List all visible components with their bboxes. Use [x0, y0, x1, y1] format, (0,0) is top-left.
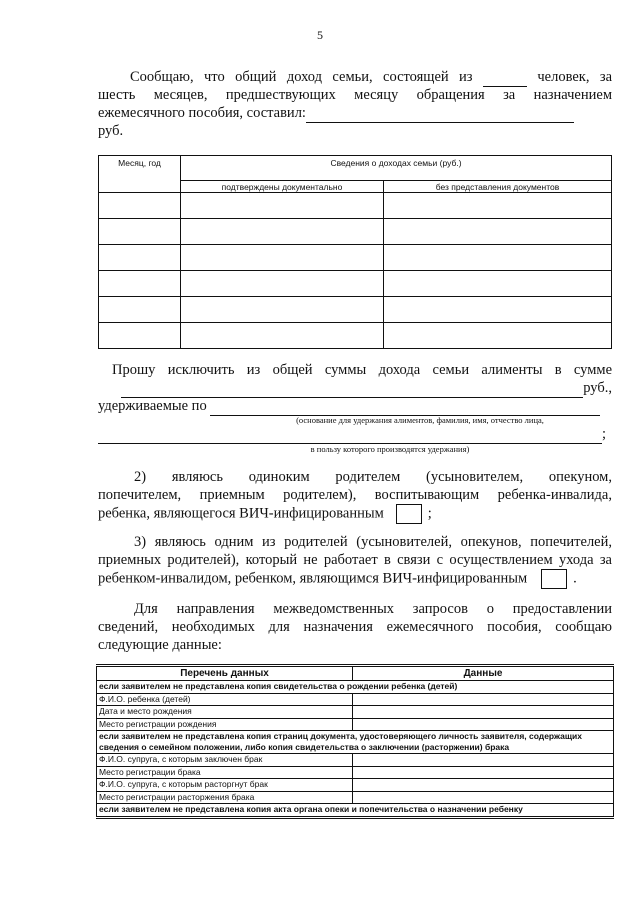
- income-cell[interactable]: [181, 245, 384, 271]
- page-number: 5: [317, 28, 323, 42]
- request-line-1: Для направления межведомственных запросов о предоставлении: [134, 601, 612, 617]
- row-label: Дата и место рождения: [97, 706, 353, 719]
- data-cell[interactable]: [353, 718, 614, 731]
- col-month-year: Месяц, год: [99, 156, 181, 193]
- col-income-info: Сведения о доходах семьи (руб.): [181, 156, 612, 181]
- income-line-4: руб.: [98, 123, 124, 139]
- alimony-basis-field[interactable]: [210, 397, 600, 416]
- item2-line-2: попечителем, приемным родителем), воспитывающим ребенка-инвалида,: [98, 487, 612, 503]
- item3-line-2: приемных родителей), который не работает в связи с осуществлением ухода за: [98, 552, 612, 568]
- income-cell[interactable]: [384, 219, 612, 245]
- income-cell[interactable]: [384, 193, 612, 219]
- income-cell[interactable]: [384, 271, 612, 297]
- request-line-2: сведений, необходимых для назначения ежемесячного пособия, сообщаю: [98, 619, 612, 635]
- income-cell[interactable]: [99, 219, 181, 245]
- item2-line-1: 2) являюсь одиноким родителем (усыновителем, опекуном,: [134, 469, 612, 485]
- income-cell[interactable]: [181, 271, 384, 297]
- section-marital-status: если заявителем не представлена копия страниц документа, удостоверяющего личность заявителя, содержащих сведения о семейном положении, либо копия свидетельства о заключении (расторжении) брака: [97, 731, 614, 754]
- row-label: Ф.И.О. супруга, с которым расторгнут брак: [97, 779, 353, 792]
- income-line-2: шесть месяцев, предшествующих месяцу обращения за назначением: [98, 87, 612, 103]
- income-cell[interactable]: [99, 193, 181, 219]
- item2-line-3: ребенка, являющегося ВИЧ-инфицированным ;: [98, 504, 612, 524]
- alimony-hint-1: (основание для удержания алиментов, фамилия, имя, отчество лица,: [296, 415, 544, 425]
- section-birth-certificate: если заявителем не представлена копия свидетельства о рождении ребенка (детей): [97, 681, 614, 694]
- row-label: Место регистрации расторжения брака: [97, 791, 353, 804]
- data-cell[interactable]: [353, 706, 614, 719]
- income-cell[interactable]: [99, 323, 181, 349]
- income-cell[interactable]: [384, 297, 612, 323]
- income-cell[interactable]: [181, 219, 384, 245]
- income-table: [98, 155, 612, 349]
- data-cell[interactable]: [353, 754, 614, 767]
- col-confirmed: подтверждены документально: [181, 181, 384, 193]
- income-line-1: Сообщаю, что общий доход семьи, состоящей из человек, за: [130, 69, 613, 85]
- income-cell[interactable]: [384, 323, 612, 349]
- item2-checkbox[interactable]: [396, 504, 422, 524]
- income-cell[interactable]: [181, 297, 384, 323]
- alimony-amount-field[interactable]: [121, 379, 583, 398]
- row-label: Место регистрации брака: [97, 766, 353, 779]
- alimony-recipient-field[interactable]: [98, 425, 602, 444]
- data-cell[interactable]: [353, 791, 614, 804]
- row-label: Место регистрации рождения: [97, 718, 353, 731]
- income-cell[interactable]: [181, 193, 384, 219]
- total-income-field[interactable]: [306, 104, 574, 123]
- request-line-3: следующие данные:: [98, 637, 222, 653]
- row-label: Ф.И.О. ребенка (детей): [97, 693, 353, 706]
- income-cell[interactable]: [99, 271, 181, 297]
- alimony-line-2: руб.,: [98, 379, 612, 398]
- section-guardianship: если заявителем не представлена копия акта органа опеки и попечительства о назначении ребенку: [97, 804, 614, 818]
- income-cell[interactable]: [99, 297, 181, 323]
- item3-line-1: 3) являюсь одним из родителей (усыновителей, опекунов, попечителей,: [134, 534, 612, 550]
- data-cell[interactable]: [353, 693, 614, 706]
- data-cell[interactable]: [353, 779, 614, 792]
- data-table: [96, 664, 614, 819]
- alimony-line-4: ;: [98, 425, 612, 444]
- col-unconfirmed: без представления документов: [384, 181, 612, 193]
- alimony-hint-2: в пользу которого производятся удержания): [310, 444, 470, 454]
- data-cell[interactable]: [353, 766, 614, 779]
- income-line-3: ежемесячного пособия, составил:: [98, 104, 612, 123]
- family-size-field[interactable]: [483, 68, 527, 87]
- income-cell[interactable]: [99, 245, 181, 271]
- alimony-line-1: Прошу исключить из общей суммы дохода семьи алименты в сумме: [112, 362, 612, 378]
- col-data-values: Данные: [353, 666, 614, 681]
- item3-line-3: ребенком-инвалидом, ребенком, являющимся ВИЧ-инфицированным .: [98, 569, 612, 589]
- income-cell[interactable]: [181, 323, 384, 349]
- item3-checkbox[interactable]: [541, 569, 567, 589]
- alimony-line-3: удерживаемые по: [98, 397, 612, 416]
- income-cell[interactable]: [384, 245, 612, 271]
- col-data-list: Перечень данных: [97, 666, 353, 681]
- row-label: Ф.И.О. супруга, с которым заключен брак: [97, 754, 353, 767]
